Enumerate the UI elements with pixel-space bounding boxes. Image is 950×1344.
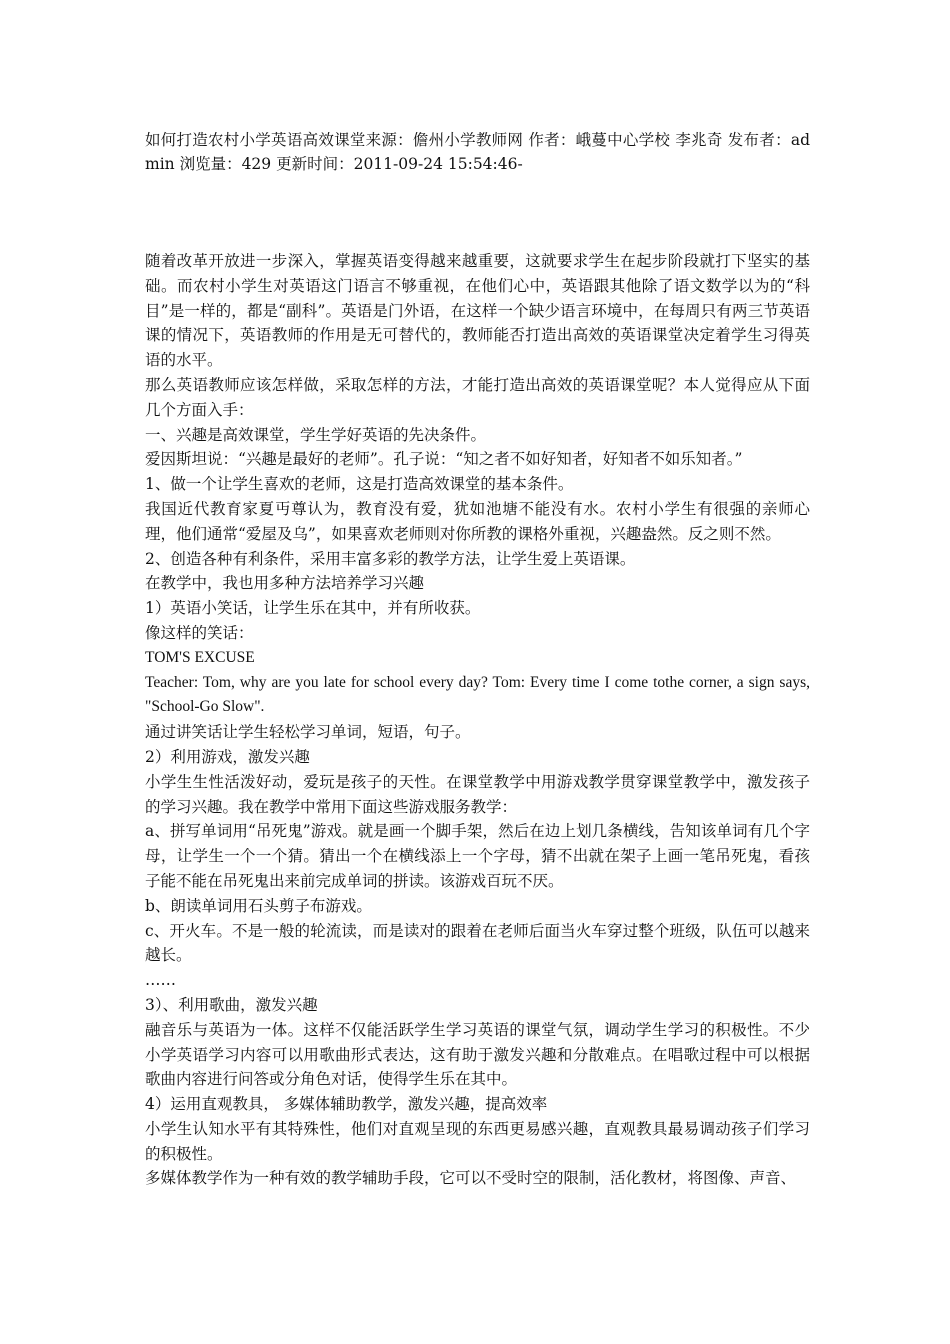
section-heading: 一、兴趣是高效课堂，学生学好英语的先决条件。	[145, 425, 487, 444]
paragraph: 小学生认知水平有其特殊性，他们对直观呈现的东西更易感兴趣，直观教具最易调动孩子们学习的积极性。	[145, 1119, 810, 1163]
joke-title: TOM'S EXCUSE	[145, 648, 255, 666]
subsection-heading: 1、做一个让学生喜欢的老师，这是打造高效课堂的基本条件。	[145, 475, 574, 494]
paragraph: 像这样的笑话：	[145, 623, 254, 642]
subsection-heading: 2）利用游戏，激发兴趣	[145, 747, 310, 766]
subsection-heading: 1）英语小笑话，让学生乐在其中，并有所收获。	[145, 599, 481, 618]
paragraph: 小学生生性活泼好动，爱玩是孩子的天性。在课堂教学中用游戏教学贯穿课堂教学中，激发孩子的学习兴趣。我在教学中常用下面这些游戏服务教学：	[145, 772, 810, 816]
article-body	[145, 249, 810, 1191]
paragraph: 随着改革开放进一步深入，掌握英语变得越来越重要，这就要求学生在起步阶段就打下坚实的基础。而农村小学生对英语这门语言不够重视，在他们心中，英语跟其他除了语文数学以为的“科目”是一样的，都是“副科”。英语是门外语，在这样一个缺少语言环境中，在每周只有两三节英语课的情况下，英语教师的作用是无可替代的，教师能否打造出高效的英语课堂决定着学生习得英语的水平。	[145, 252, 810, 370]
paragraph: a、拼写单词用“吊死鬼”游戏。就是画一个脚手架，然后在边上划几条横线，告知该单词有几个字母，让学生一个一个猜。猜出一个在横线添上一个字母，猜不出就在架子上画一笔吊死鬼，看孩子能不能在吊死鬼出来前完成单词的拼读。该游戏百玩不厌。	[145, 822, 810, 890]
paragraph: 爱因斯坦说：“兴趣是最好的老师”。孔子说：“知之者不如好知者，好知者不如乐知者。”	[145, 450, 743, 469]
paragraph: c、开火车。不是一般的轮流读，而是读对的跟着在老师后面当火车穿过整个班级，队伍可以越来越长。	[145, 921, 810, 965]
paragraph: 融音乐与英语为一体。这样不仅能活跃学生学习英语的课堂气氛，调动学生学习的积极性。不少小学英语学习内容可以用歌曲形式表达，这有助于激发兴趣和分散难点。在唱歌过程中可以根据歌曲内容进行问答或分角色对话，使得学生乐在其中。	[145, 1020, 810, 1089]
paragraph: b、朗读单词用石头剪子布游戏。	[145, 896, 372, 915]
paragraph: 通过讲笑话让学生轻松学习单词，短语，句子。	[145, 723, 471, 742]
subsection-heading: 3）、利用歌曲，激发兴趣	[145, 995, 318, 1014]
paragraph: 我国近代教育家夏丏尊认为，教育没有爱，犹如池塘不能没有水。农村小学生有很强的亲师心理，他们通常“爱屋及乌”，如果喜欢老师则对你所教的课格外重视，兴趣盎然。反之则不然。	[145, 499, 810, 543]
article-header	[145, 128, 810, 176]
paragraph: 在教学中，我也用多种方法培养学习兴趣	[145, 574, 425, 593]
paragraph: 那么英语教师应该怎样做，采取怎样的方法，才能打造出高效的英语课堂呢？本人觉得应从下面几个方面入手：	[145, 375, 810, 419]
paragraph: 多媒体教学作为一种有效的教学辅助手段，它可以不受时空的限制，活化教材，将图像、声音、	[145, 1169, 797, 1188]
subsection-heading: 2、创造各种有利条件，采用丰富多彩的教学方法，让学生爱上英语课。	[145, 549, 636, 568]
joke-text: Teacher: Tom, why are you late for school every day? Tom: Every time I come tothe corner, a sign says, "School-Go Slow".	[145, 673, 810, 716]
article-title-meta: 如何打造农村小学英语高效课堂来源：儋州小学教师网 作者：峨蔓中心学校 李兆奇 发布者：admin 浏览量：429 更新时间：2011-09-24 15:54:46-	[145, 131, 810, 173]
subsection-heading: 4）运用直观教具， 多媒体辅助教学，激发兴趣，提高效率	[145, 1095, 548, 1114]
ellipsis: ……	[145, 971, 176, 990]
